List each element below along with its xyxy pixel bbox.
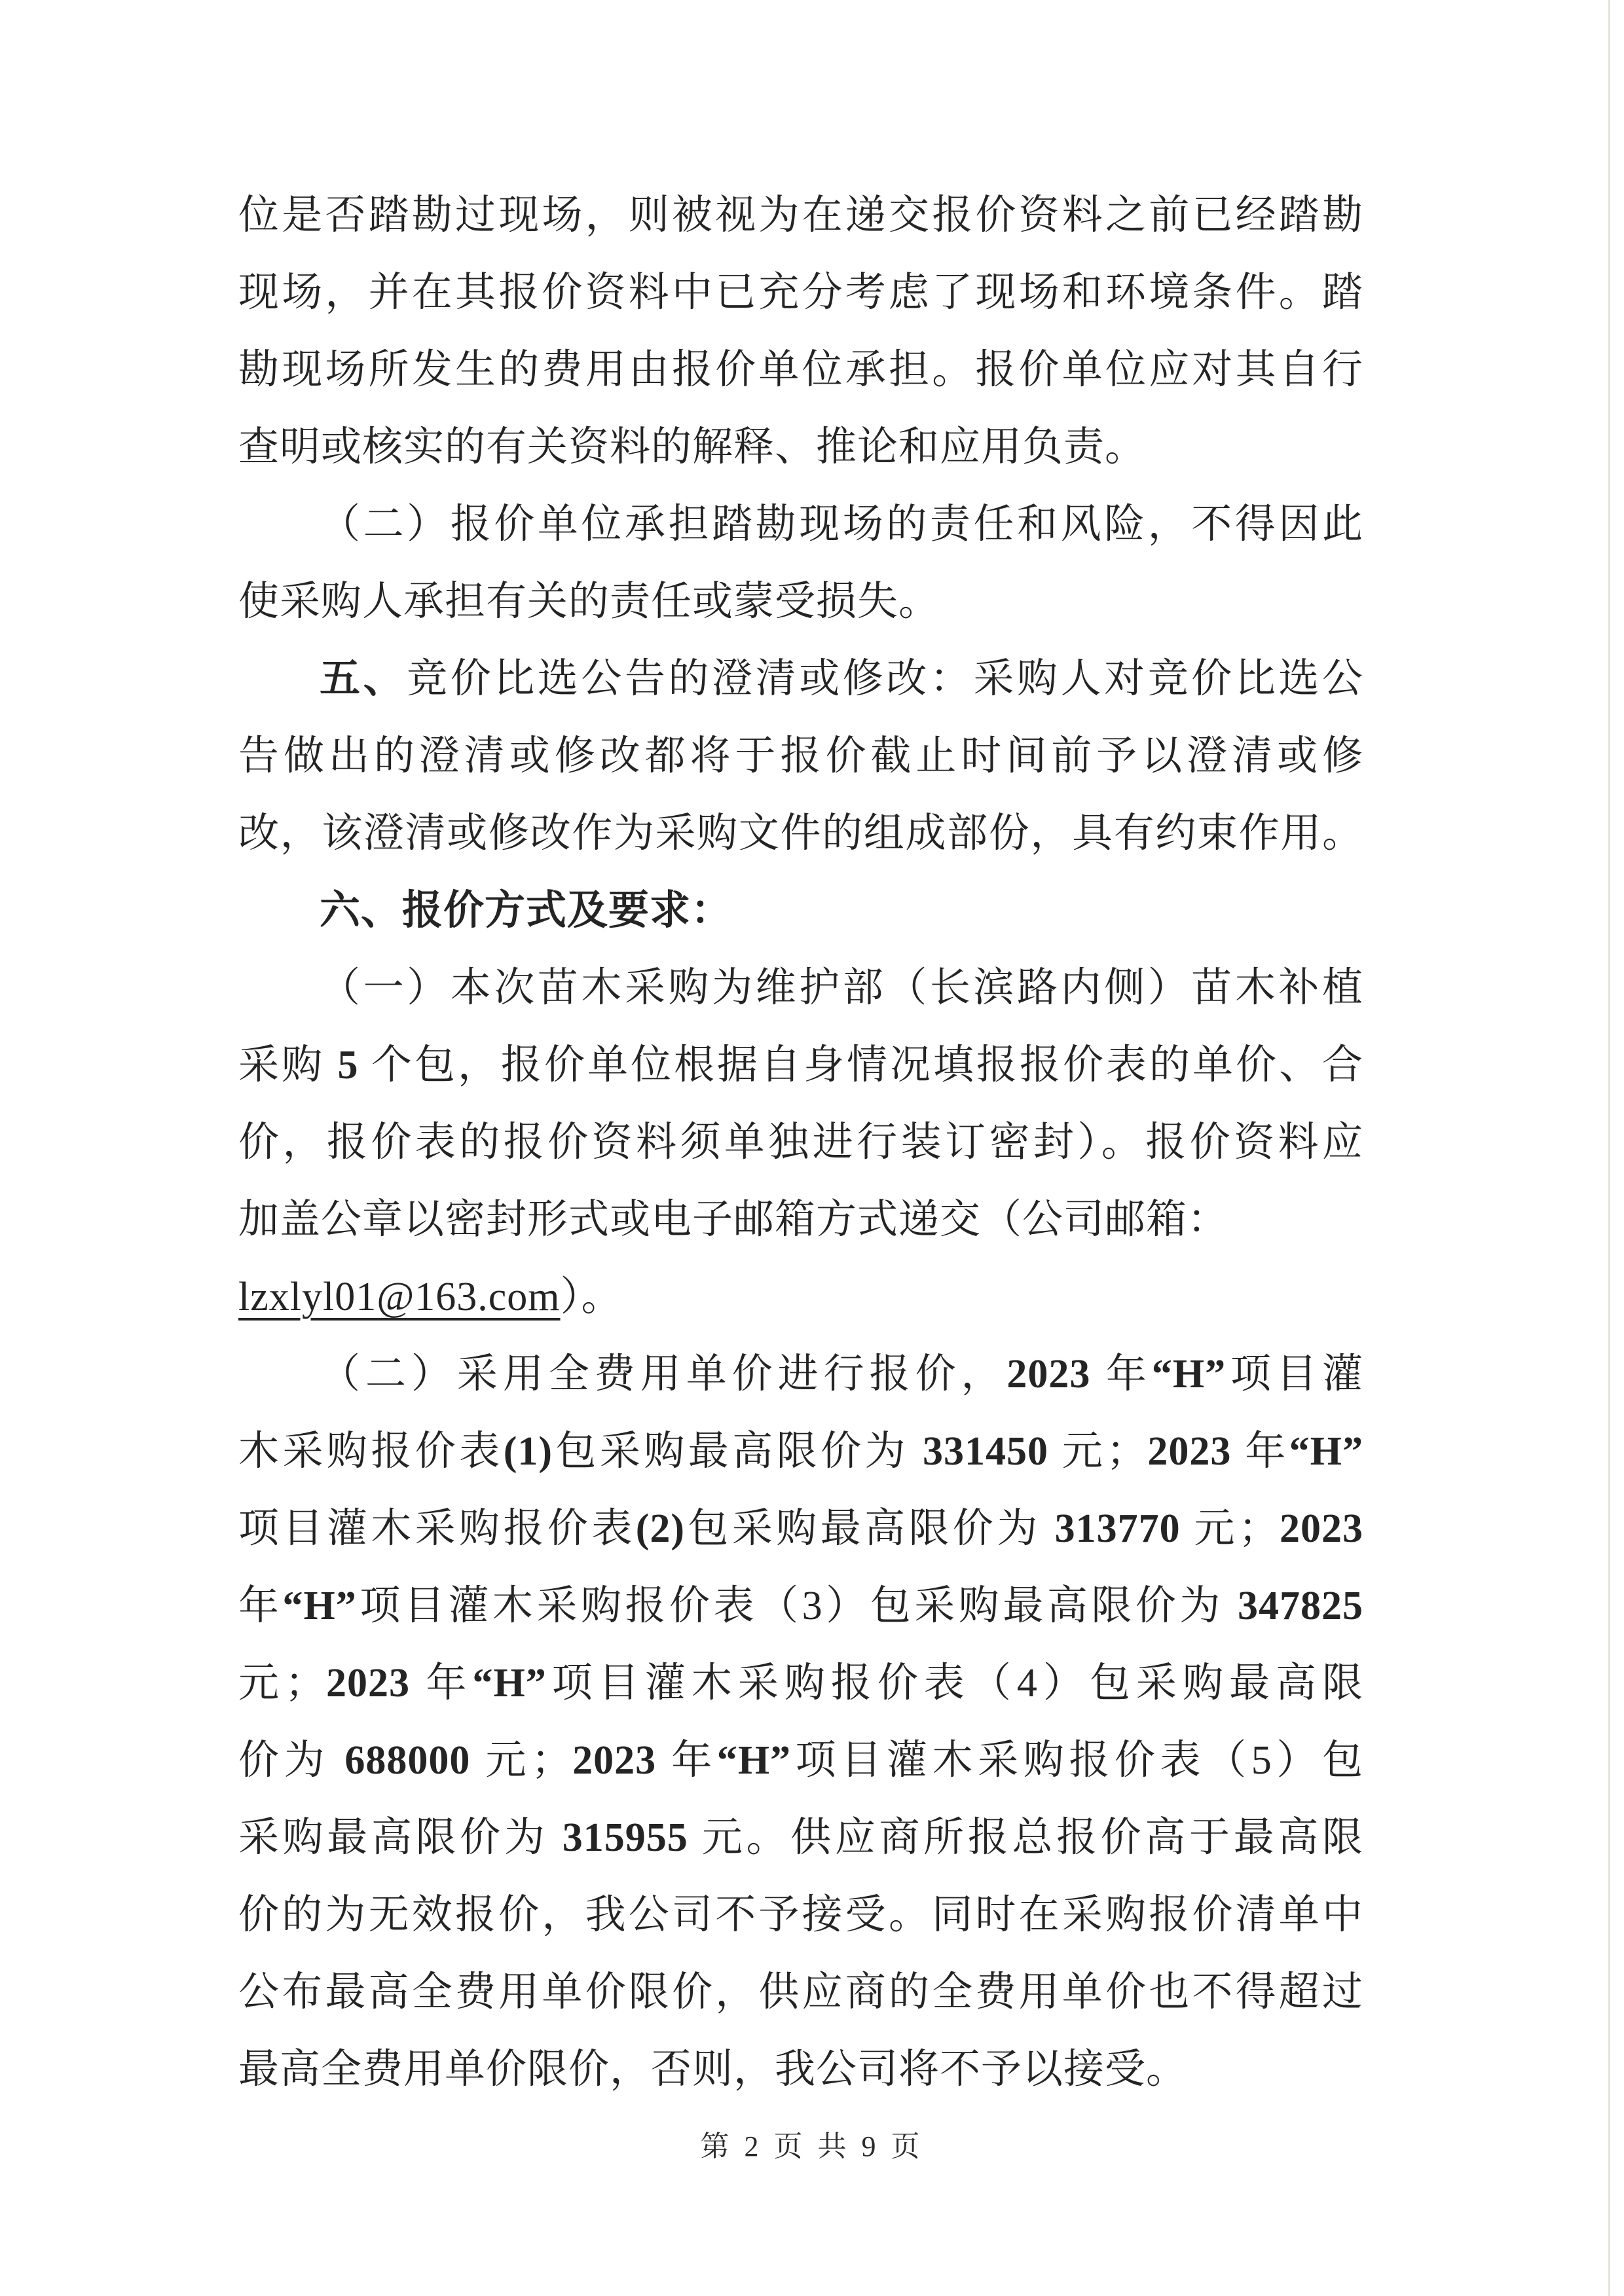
text-segment: 个包，报价单位根据自身情况填报报价表的单价、合 [358,1043,1363,1087]
text-line-24 [238,1954,1363,2031]
text-segment: 加盖公章以密封形式或电子邮箱方式递交（公司邮箱： [238,1197,1229,1242]
text-segment: 价的为无效报价，我公司不予接受。同时在采购报价清单中 [238,1893,1363,1937]
text-line-8 [238,718,1363,795]
text-segment: (2) [635,1506,686,1551]
text-line-7 [238,640,1363,718]
text-segment: 313770 [1054,1506,1181,1551]
text-segment: 告做出的澄清或修改都将于报价截止时间前予以澄清或修 [238,734,1363,778]
text-line-4 [238,409,1363,486]
text-line-15 [238,1258,1363,1336]
text-segment: 2023 [572,1738,657,1783]
text-line-25 [238,2031,1363,2108]
text-segment: 包采购最高限价为 [552,1429,923,1474]
text-segment: 元。供应商所报总报价高于最高限 [688,1815,1363,1860]
text-line-9 [238,795,1363,872]
text-segment: 元； [238,1661,327,1705]
section-heading-text: 六、报价方式及要求： [320,888,733,933]
text-line-13 [238,1104,1363,1181]
text-segment: 价，报价表的报价资料须单独进行装订密封）。报价资料应 [238,1120,1363,1165]
text-segment: 年 [238,1584,283,1628]
scan-edge-artifact [1608,0,1610,2296]
text-segment: 价为 [238,1738,345,1783]
text-line-20 [238,1645,1363,1722]
text-segment: 331450 [922,1429,1048,1474]
text-line-23 [238,1876,1363,1954]
text-segment: 最高全费用单价限价，否则，我公司将不予以接受。 [238,2047,1188,2092]
text-segment: 2023 [1279,1506,1363,1551]
text-segment: （二）报价单位承担踏勘现场的责任和风险，不得因此 [320,502,1363,547]
text-segment: 项目灌木采购报价表（5）包 [791,1738,1363,1783]
text-segment: 项目灌木采购报价表 [238,1506,636,1551]
text-segment: 年 [656,1738,717,1783]
text-segment: 元； [1048,1429,1148,1474]
text-segment: 使采购人承担有关的责任或蒙受损失。 [238,579,940,624]
text-segment: 元； [470,1738,573,1783]
text-line-19 [238,1567,1363,1645]
text-segment: 688000 [344,1738,471,1783]
text-line-21 [238,1722,1363,1799]
text-segment: 年 [1231,1429,1289,1474]
text-segment: “H” [282,1584,357,1628]
text-segment: 项目灌木采购报价表（4）包采购最高限 [546,1661,1363,1705]
text-segment: 2023 [326,1661,411,1705]
text-line-3 [238,331,1363,409]
text-segment: 元； [1180,1506,1280,1551]
text-segment: 查明或核实的有关资料的解释、推论和应用负责。 [238,425,1147,469]
text-line-22 [238,1799,1363,1876]
text-segment: 2023 [1147,1429,1232,1474]
text-line-17 [238,1413,1363,1490]
text-line-11 [238,949,1363,1027]
text-line-1 [238,177,1363,254]
text-line-5 [238,486,1363,563]
text-segment: “H” [716,1738,792,1783]
section-number-five: 五、 [320,656,407,701]
text-line-18 [238,1490,1363,1567]
text-segment: （二）采用全费用单价进行报价， [320,1352,1007,1396]
text-segment: 采购最高限价为 [238,1815,563,1860]
text-segment: 木采购报价表 [238,1429,504,1474]
text-segment: 包采购最高限价为 [685,1506,1055,1551]
text-line-12 [238,1027,1363,1104]
text-segment: 竞价比选公告的澄清或修改：采购人对竞价比选公 [407,657,1363,701]
text-segment: “H” [1151,1352,1227,1396]
text-line-2 [238,254,1363,331]
text-segment: 5 [337,1043,359,1087]
text-segment: ）。 [560,1275,623,1319]
text-segment: 315955 [562,1815,688,1860]
text-line-6 [238,563,1363,640]
page-footer: 第 2 页 共 9 页 [700,2130,924,2162]
text-segment: 现场，并在其报价资料中已充分考虑了现场和环境条件。踏 [238,270,1363,315]
text-segment: 采购 [238,1043,338,1087]
text-segment: 项目灌 [1226,1352,1363,1396]
text-segment: 公布最高全费用单价限价，供应商的全费用单价也不得超过 [238,1970,1363,2014]
text-segment: 项目灌木采购报价表（3）包采购最高限价为 [356,1584,1238,1628]
text-segment: (1) [503,1429,553,1474]
text-segment: （一）本次苗木采购为维护部（长滨路内侧）苗木补植 [320,966,1363,1010]
text-segment: 勘现场所发生的费用由报价单位承担。报价单位应对其自行 [238,348,1363,392]
text-segment: 2023 [1006,1352,1091,1396]
text-segment: 年 [410,1661,473,1705]
text-segment: 年 [1090,1352,1152,1396]
section-heading-six [238,872,1363,949]
text-segment: 改，该澄清或修改作为采购文件的组成部份，具有约束作用。 [238,811,1363,856]
text-segment: “H” [472,1661,547,1705]
text-segment: 位是否踏勘过现场，则被视为在递交报价资料之前已经踏勘 [238,193,1363,238]
text-segment: “H” [1289,1429,1363,1474]
email-link[interactable]: lzxlyl01@163.com [238,1275,561,1319]
text-line-14 [238,1181,1363,1258]
text-segment: 347825 [1237,1584,1363,1628]
text-line-16 [238,1336,1363,1413]
document-body [238,177,1363,2108]
